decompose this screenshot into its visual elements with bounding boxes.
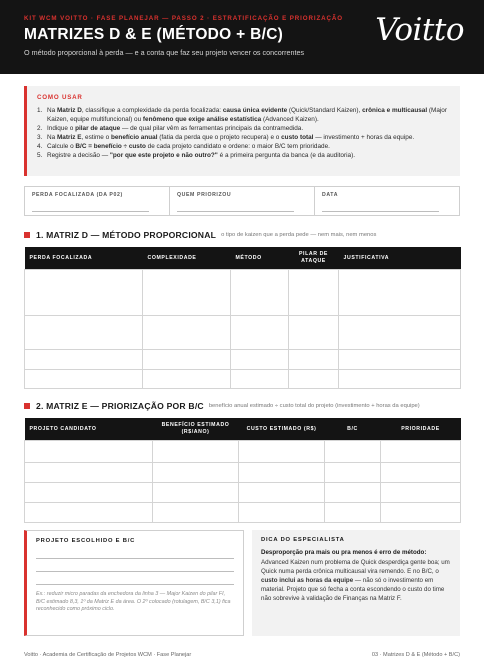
section-e-title: 2. MATRIZ E — PRIORIZAÇÃO POR B/C [36,400,204,411]
table-cell[interactable] [153,502,239,522]
table-cell[interactable] [153,462,239,482]
quem-priorizou-field[interactable] [170,187,315,215]
table-cell[interactable] [339,349,461,369]
footer-right: 03 · Matrizes D & E (Método + B/C) [371,652,460,658]
header-kicker: KIT WCM VOITTO · FASE PLANEJAR — PASSO 2 · ESTRATIFICAÇÃO E PRIORIZAÇÃO [24,15,343,22]
how-to-steps [37,106,450,160]
step-text: Na [47,134,57,141]
table-row [25,269,461,315]
table-cell[interactable] [381,440,461,462]
table-cell[interactable] [153,440,239,462]
expert-tip-headline: Desproporção pra mais ou pra menos é erro de método: [261,549,427,556]
step-emphasis: pilar de ataque [75,125,121,132]
section-d-note: o tipo de kaizen que a perda pede — nem mais, nem menos [221,231,377,238]
footer-left: Voitto · Academia de Certificação de Projetos WCM · Fase Planejar [24,652,192,658]
table-cell[interactable] [339,369,461,388]
table-cell[interactable] [153,482,239,502]
column-header: B/C [325,418,381,440]
section-e-note: benefício anual estimado ÷ custo total do projeto (investimento + horas da equipe) [208,402,420,409]
tip-emphasis: custo inclui as horas da equipe [261,576,354,584]
table-cell[interactable] [289,349,339,369]
table-cell[interactable] [381,482,461,502]
step-text: é a primeira pergunta da banca (e da auditoria). [217,152,355,159]
table-header-row [25,418,461,440]
column-header: COMPLEXIDADE [143,247,231,269]
step-text: , classifique a complexidade da perda focalizada: [81,107,223,114]
step-text: (Quick/Standard Kaizen), [287,107,363,114]
step-1 [37,106,450,124]
tip-text-part: Advanced Kaizen num problema de Quick desperdiça gente boa; um Quick numa perda crônica multicausal vira remendo. E no B/C, o [261,558,450,575]
quem-priorizou-label: QUEM PRIORIZOU [177,192,232,198]
table-row [25,369,461,388]
voitto-logo: Voitto [375,12,464,48]
step-emphasis: custo total [281,134,314,141]
chosen-project-example: Ex.: reduzir micro paradas da enchedora da linha 3 — Major Kaizen do pilar FI, B/C estimado 8,3, 1º da Matriz E da área. O 2º colocado (rotulagem, B/C 3,1) fica reconhecido como próximo ciclo. [36,591,231,613]
step-emphasis: B/C = benefício ÷ custo [75,143,146,150]
step-number: 3. [37,134,43,141]
column-header: PERDA FOCALIZADA [25,247,143,269]
write-line[interactable] [36,584,234,585]
table-cell[interactable] [289,369,339,388]
step-number: 2. [37,125,43,132]
table-row [25,349,461,369]
table-cell[interactable] [25,482,153,502]
step-text: — investimento + horas da equipe. [313,134,415,141]
write-line [32,211,149,212]
table-cell[interactable] [143,369,231,388]
table-cell[interactable] [239,440,325,462]
section-e-heading [24,397,420,415]
step-text: Calcule o [47,143,76,150]
write-line [177,211,294,212]
table-cell[interactable] [25,462,153,482]
step-number: 1. [37,107,43,114]
step-text: , estime o [81,134,111,141]
table-cell[interactable] [25,440,153,462]
column-header: CUSTO ESTIMADO (R$) [239,418,325,440]
step-number: 5. [37,152,43,159]
table-cell[interactable] [239,482,325,502]
table-cell[interactable] [231,369,289,388]
data-field[interactable] [315,187,459,215]
column-header: MÉTODO [231,247,289,269]
meta-fields [24,186,460,216]
step-text: Registre a decisão — [47,152,110,159]
table-cell[interactable] [25,502,153,522]
write-line[interactable] [36,558,234,559]
chosen-project-title: PROJETO ESCOLHIDO E B/C [36,538,136,544]
table-cell[interactable] [25,369,143,388]
table-cell[interactable] [25,349,143,369]
tip-text-part: — não só o investimento em material. Projeto que só fecha a conta escondendo o custo do time não sobrevive à validação de Finanças na Matriz F. [261,576,445,602]
table-cell[interactable] [143,315,231,349]
table-cell[interactable] [231,315,289,349]
table-cell[interactable] [25,315,143,349]
expert-tip-text [261,558,451,603]
write-line [322,211,439,212]
step-text: (Major Kaizen, equipe multifuncional) ou [47,107,447,123]
table-cell[interactable] [325,462,381,482]
table-header-row [25,247,461,269]
write-line[interactable] [36,571,234,572]
step-text: Na [47,107,57,114]
table-row [25,482,461,502]
section-d-title: 1. MATRIZ D — MÉTODO PROPORCIONAL [36,229,217,240]
table-cell[interactable] [239,462,325,482]
step-emphasis: Matriz D [56,107,82,114]
column-header: PILAR DE ATAQUE [289,247,339,269]
step-4 [37,142,450,151]
page-header [0,0,484,74]
step-text: (fatia da perda que o projeto recupera) e o [157,134,282,141]
step-text: Indique o [47,125,76,132]
data-label: DATA [322,192,339,198]
step-emphasis: crônica e multicausal [362,107,428,114]
step-emphasis: Matriz E [56,134,82,141]
table-cell[interactable] [289,269,339,315]
expert-tip-box [252,530,460,636]
step-3 [37,133,450,142]
table-cell[interactable] [289,315,339,349]
table-cell[interactable] [339,269,461,315]
expert-tip-title: DICA DO ESPECIALISTA [261,537,345,543]
page-title: MATRIZES D & E (MÉTODO + B/C) [24,26,284,43]
table-row [25,315,461,349]
step-number: 4. [37,143,43,150]
table-cell[interactable] [231,349,289,369]
step-text: de cada projeto candidato e ordene: o maior B/C tem prioridade. [145,143,330,150]
table-cell[interactable] [325,482,381,502]
page-subtitle: O método proporcional à perda — e a conta que faz seu projeto vencer os concorrentes [24,48,305,57]
section-d-heading [24,226,376,244]
table-cell[interactable] [143,269,231,315]
perda-focalizada-label: PERDA FOCALIZADA (DA P02) [32,192,123,198]
column-header: PRIORIDADE [381,418,461,440]
step-text: (Advanced Kaizen). [261,116,319,123]
chosen-project-box [24,530,244,636]
step-text: — de qual pilar vêm as ferramentas principais da contramedida. [120,125,304,132]
step-emphasis: causa única evidente [222,107,288,114]
perda-focalizada-field[interactable] [25,187,170,215]
table-row [25,502,461,522]
column-header: PROJETO CANDIDATO [25,418,153,440]
section-marker-icon [24,232,30,238]
table-cell[interactable] [339,315,461,349]
table-cell[interactable] [325,440,381,462]
step-emphasis: fenômeno que exige análise estatística [142,116,262,123]
matrix-e-table [24,418,461,523]
matrix-d-table [24,247,461,389]
column-header: JUSTIFICATIVA [339,247,461,269]
table-cell[interactable] [25,269,143,315]
table-row [25,462,461,482]
table-cell[interactable] [143,349,231,369]
step-2 [37,124,450,133]
table-row [25,440,461,462]
table-cell[interactable] [381,462,461,482]
table-cell[interactable] [239,502,325,522]
how-to-use-box [24,86,460,176]
section-marker-icon [24,403,30,409]
step-5 [37,151,450,160]
column-header: BENEFÍCIO ESTIMADO (R$/ANO) [153,418,239,440]
step-emphasis: "por que este projeto e não outro?" [109,152,218,159]
table-cell[interactable] [381,502,461,522]
step-emphasis: benefício anual [110,134,158,141]
table-cell[interactable] [325,502,381,522]
table-cell[interactable] [231,269,289,315]
how-to-use-title: COMO USAR [37,94,83,101]
